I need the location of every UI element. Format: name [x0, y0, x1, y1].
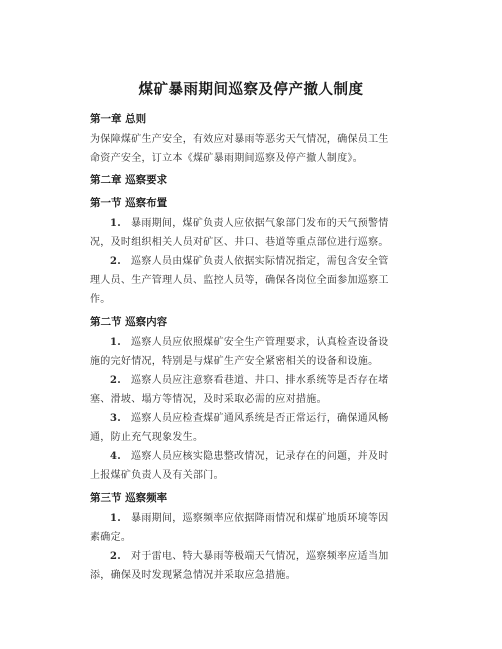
chapter-heading: 第一章 总则	[90, 113, 147, 125]
item-number: 2.	[110, 551, 122, 562]
list-item-line: 塞、滑坡、塌方等情况，及时采取必需的应对措施。	[90, 394, 327, 405]
list-item-line: 施的完好情况，特别是与煤矿生产安全紧密相关的设备和设施。	[90, 356, 379, 367]
list-item-line: 上报煤矿负责人及有关部门。	[90, 470, 224, 481]
item-text: 巡察人员应注意察看巷道、井口、排水系统等是否存在堵	[131, 375, 389, 386]
list-item-line	[110, 214, 389, 229]
list-item-line	[110, 409, 389, 424]
item-number: 2.	[110, 375, 122, 386]
item-number: 2.	[110, 256, 122, 267]
list-item-line	[110, 252, 389, 267]
list-item-line: 通，防止充气现象发生。	[90, 432, 204, 443]
paragraph-line: 命资产安全，订立本《煤矿暴雨期间巡察及停产撤人制度》。	[90, 153, 364, 164]
chapter-heading: 第二章 巡察要求	[90, 174, 168, 186]
list-item-line	[110, 447, 389, 462]
list-item-line: 素确定。	[90, 532, 132, 543]
list-item-line: 况，及时组织相关人员对矿区、井口、巷道等重点部位进行巡察。	[90, 237, 389, 248]
item-text: 对于雷电、特大暴雨等极端天气情况，巡察频率应适当加	[131, 551, 389, 562]
item-text: 巡察人员应检查煤矿通风系统是否正常运行，确保通风畅	[131, 413, 389, 424]
item-text: 巡察人员应核实隐患整改情况，记录存在的问题，并及时	[131, 451, 389, 462]
document-title: 煤矿暴雨期间巡察及停产撤人制度	[138, 81, 364, 98]
list-item-line: 作。	[90, 294, 111, 305]
item-text: 暴雨期间，煤矿负责人应依据气象部门发布的天气预警情	[131, 218, 389, 229]
list-item-line	[110, 547, 389, 562]
list-item-line: 理人员、生产管理人员、监控人员等，确保各岗位全面参加巡察工	[90, 275, 389, 286]
list-item-line	[110, 371, 389, 386]
paragraph-line: 为保障煤矿生产安全，有效应对暴雨等恶劣天气情况，确保员工生	[90, 134, 389, 145]
item-number: 3.	[110, 413, 122, 424]
item-text: 巡察人员应依照煤矿安全生产管理要求，认真检查设备设	[131, 337, 389, 348]
list-item-line: 添，确保及时发现紧急情况并采取应急措施。	[90, 570, 296, 581]
item-number: 4.	[110, 451, 122, 462]
section-heading: 第三节 巡察频率	[90, 492, 168, 504]
section-heading: 第二节 巡察内容	[90, 316, 168, 328]
list-item-line	[110, 333, 389, 348]
section-heading: 第一节 巡察布置	[90, 197, 168, 209]
item-number: 1.	[110, 218, 122, 229]
item-text: 暴雨期间，巡察频率应依据降雨情况和煤矿地质环境等因	[131, 513, 389, 524]
list-item-line	[110, 509, 389, 524]
item-number: 1.	[110, 337, 122, 348]
item-text: 巡察人员由煤矿负责人依据实际情况指定，需包含安全管	[131, 256, 389, 267]
item-number: 1.	[110, 513, 122, 524]
